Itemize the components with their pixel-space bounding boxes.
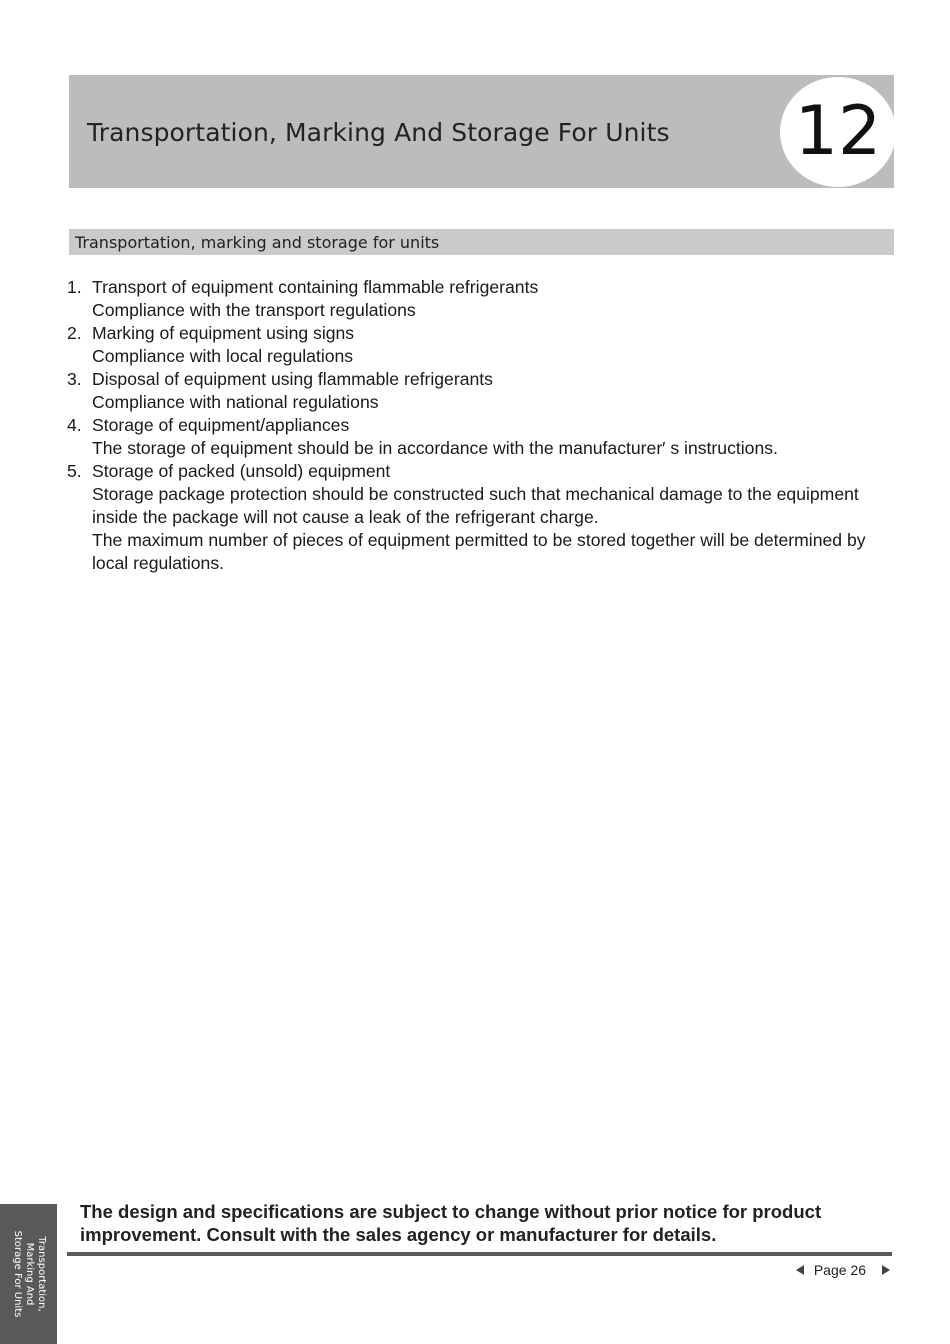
item-number: 2.: [67, 323, 82, 343]
side-tab-line: Marking And: [23, 1242, 35, 1306]
triangle-left-icon[interactable]: [796, 1265, 804, 1275]
item-number: 4.: [67, 415, 82, 435]
section-title: Transportation, marking and storage for units: [75, 233, 440, 252]
list-item: [67, 460, 897, 575]
list-item: [67, 414, 897, 460]
disclaimer-text: The design and specifications are subject to change without prior notice for product improvement. Consult with the sales agency or manufacturer for details.: [80, 1201, 822, 1245]
numbered-list: [67, 276, 897, 575]
list-item: [67, 368, 897, 414]
triangle-right-icon[interactable]: [882, 1265, 890, 1275]
chapter-title: Transportation, Marking And Storage For Units: [87, 118, 670, 147]
list-item: [67, 276, 897, 322]
side-tab-line: Transportation,: [35, 1236, 47, 1312]
item-text: Compliance with national regulations: [92, 392, 379, 412]
item-text: Compliance with local regulations: [92, 346, 354, 366]
chapter-number: 12: [794, 92, 882, 171]
item-heading: Transport of equipment containing flammable refrigerants: [92, 277, 539, 297]
item-number: 3.: [67, 369, 82, 389]
chapter-header: [69, 75, 894, 188]
item-number: 1.: [67, 277, 82, 297]
chapter-badge: [780, 77, 896, 187]
side-tab-label: [11, 1204, 47, 1344]
item-heading: Marking of equipment using signs: [92, 323, 355, 343]
page-number: Page 26: [813, 1262, 866, 1278]
item-text: The maximum number of pieces of equipment permitted to be stored together will be determined by local regulations.: [92, 530, 866, 573]
item-heading: Storage of packed (unsold) equipment: [92, 461, 391, 481]
item-heading: Storage of equipment/appliances: [92, 415, 350, 435]
section-bar: [69, 229, 894, 255]
list-item: [67, 322, 897, 368]
side-chapter-tab: [0, 1204, 57, 1344]
page-navigation: [796, 1262, 890, 1278]
side-tab-line: Storage For Units: [11, 1230, 23, 1318]
footer-divider: [67, 1252, 892, 1256]
item-text: Compliance with the transport regulations: [92, 300, 416, 320]
item-text: Storage package protection should be constructed such that mechanical damage to the equipment inside the package will not cause a leak of the refrigerant charge.: [92, 484, 859, 527]
item-heading: Disposal of equipment using flammable refrigerants: [92, 369, 493, 389]
item-number: 5.: [67, 461, 82, 481]
item-text: The storage of equipment should be in accordance with the manufacturer′ s instructions.: [92, 438, 778, 458]
